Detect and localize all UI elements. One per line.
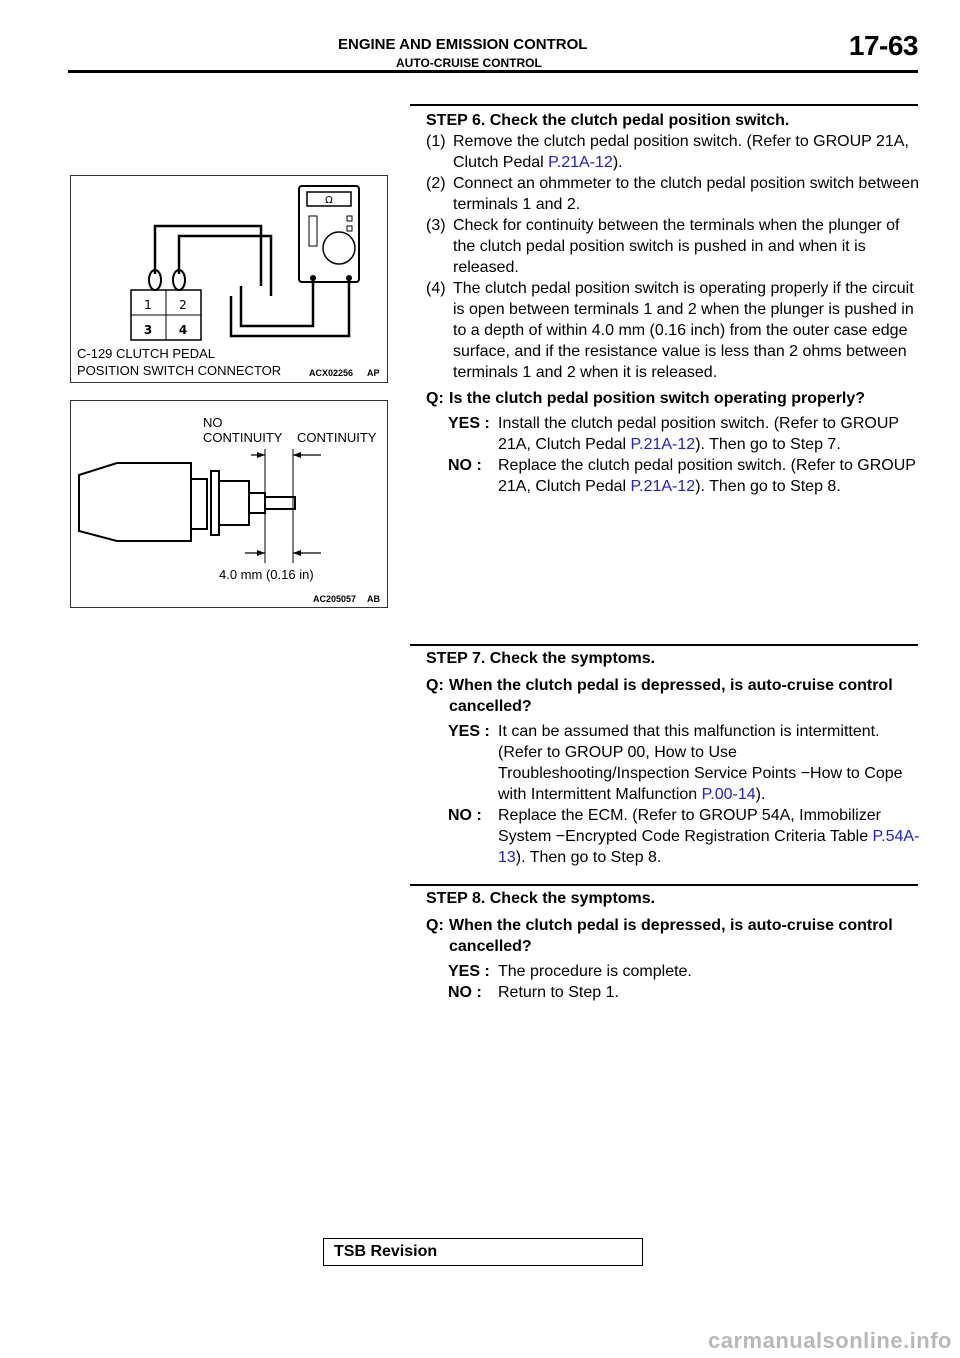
question-label: Q: [426, 390, 444, 407]
figure-connector-ohmmeter [70, 175, 388, 383]
question-label: Q: [426, 677, 444, 694]
page-number: 17-63 [848, 30, 918, 61]
header-rule [68, 70, 918, 73]
answer-label: NO : [448, 807, 482, 824]
question-label: Q: [426, 917, 444, 934]
figure-code: ACX02256 [309, 368, 354, 378]
answer-label: YES : [448, 415, 490, 432]
step6-item [426, 215, 920, 278]
step7-title: STEP 7. Check the symptoms. [426, 650, 656, 667]
step6-item [426, 173, 920, 215]
ref-link[interactable]: P.21A-12 [630, 436, 696, 453]
answer-text: ). [755, 786, 766, 803]
switch-diagram [71, 401, 387, 607]
step8-question [426, 915, 920, 957]
switch-body-icon [79, 463, 191, 541]
plunger-icon [265, 497, 295, 509]
answer-label: YES : [448, 963, 490, 980]
tsb-revision-label: TSB Revision [334, 1243, 438, 1260]
step7-question [426, 675, 920, 717]
item-text: The clutch pedal position switch is operating properly if the circuit is open between terminals 1 and 2 when the plunger is pushed in to a depth of within 4.0 mm (0.16 inch) from the outer case edge surface, and if the resistance value is less than 2 ohms between terminals 1 and 2 when it is released. [453, 280, 914, 381]
header-title: ENGINE AND EMISSION CONTROL [338, 36, 588, 53]
pin-label: 3 [143, 323, 153, 337]
figure-caption: POSITION SWITCH CONNECTOR [77, 363, 282, 378]
step6-answer-no [426, 455, 920, 497]
question-text: When the clutch pedal is depressed, is auto-cruise control cancelled? [449, 677, 893, 715]
answer-text: ). Then go to Step 8. [695, 478, 841, 495]
figure-switch-plunger [70, 400, 388, 608]
step7-answer-yes [426, 721, 920, 805]
step6-answer-yes [426, 413, 920, 455]
ref-link[interactable]: P.21A-12 [548, 154, 613, 171]
step8-rule [410, 884, 918, 886]
item-text: Remove the clutch pedal position switch. (Refer to GROUP 21A, Clutch Pedal [453, 133, 909, 171]
answer-text: The procedure is complete. [498, 963, 692, 980]
figure-caption: C-129 CLUTCH PEDAL [77, 346, 215, 361]
label-no: NO [203, 415, 223, 430]
step7-section [426, 648, 920, 868]
item-number: (1) [426, 133, 446, 150]
step8-answer-no [426, 982, 920, 1003]
answer-text: Replace the ECM. (Refer to GROUP 54A, Immobilizer System −Encrypted Code Registration Criteria Table [498, 807, 881, 845]
step8-answer-yes [426, 961, 920, 982]
dimension-label: 4.0 mm (0.16 in) [219, 567, 314, 582]
answer-text: Return to Step 1. [498, 984, 619, 1001]
step6-item [426, 278, 920, 383]
tsb-revision-box [323, 1238, 643, 1266]
answer-label: NO : [448, 984, 482, 1001]
step7-rule [410, 644, 918, 646]
answer-label: YES : [448, 723, 490, 740]
pin-label: 1 [144, 298, 152, 312]
question-text: When the clutch pedal is depressed, is auto-cruise control cancelled? [449, 917, 893, 955]
answer-text: It can be assumed that this malfunction is intermittent. (Refer to GROUP 00, How to Use Troubleshooting/Inspection Service Points −How to Cope with Intermittent Malfunction [498, 723, 903, 803]
step6-question [426, 388, 920, 409]
ref-link[interactable]: P.21A-12 [630, 478, 696, 495]
item-number: (4) [426, 280, 446, 297]
item-text: Check for continuity between the terminals when the plunger of the clutch pedal position switch is pushed in and when it is released. [453, 217, 900, 276]
pin-label: 4 [178, 323, 188, 337]
watermark: carmanualsonline.info [708, 1328, 952, 1353]
figure-code-suffix: AP [367, 368, 380, 378]
connector-diagram [71, 176, 387, 382]
step6-section [426, 110, 920, 497]
item-number: (3) [426, 217, 446, 234]
figure-code: AC205057 [313, 594, 357, 604]
ref-link[interactable]: P.54A-13 [498, 828, 920, 866]
step6-rule [410, 104, 918, 106]
answer-text: Replace the clutch pedal position switch. (Refer to GROUP 21A, Clutch Pedal [498, 457, 916, 495]
step6-title: STEP 6. Check the clutch pedal position switch. [426, 112, 790, 129]
label-continuity: CONTINUITY [297, 430, 377, 445]
label-continuity: CONTINUITY [203, 430, 283, 445]
answer-label: NO : [448, 457, 482, 474]
answer-text: ). Then go to Step 7. [695, 436, 841, 453]
svg-text:Ω: Ω [325, 195, 333, 206]
step6-item [426, 131, 920, 173]
header-subtitle: AUTO-CRUISE CONTROL [396, 56, 542, 70]
item-text: ). [612, 154, 623, 171]
figure-code-suffix: AB [367, 594, 380, 604]
question-text: Is the clutch pedal position switch operating properly? [449, 390, 866, 407]
pin-label: 2 [179, 298, 187, 312]
ref-link[interactable]: P.00-14 [701, 786, 756, 803]
step8-title: STEP 8. Check the symptoms. [426, 890, 656, 907]
step8-section [426, 888, 920, 1003]
answer-text: Install the clutch pedal position switch. (Refer to GROUP 21A, Clutch Pedal [498, 415, 899, 453]
answer-text: ). Then go to Step 8. [515, 849, 662, 866]
item-text: Connect an ohmmeter to the clutch pedal position switch between terminals 1 and 2. [453, 175, 920, 213]
step7-answer-no [426, 805, 920, 868]
item-number: (2) [426, 175, 446, 192]
